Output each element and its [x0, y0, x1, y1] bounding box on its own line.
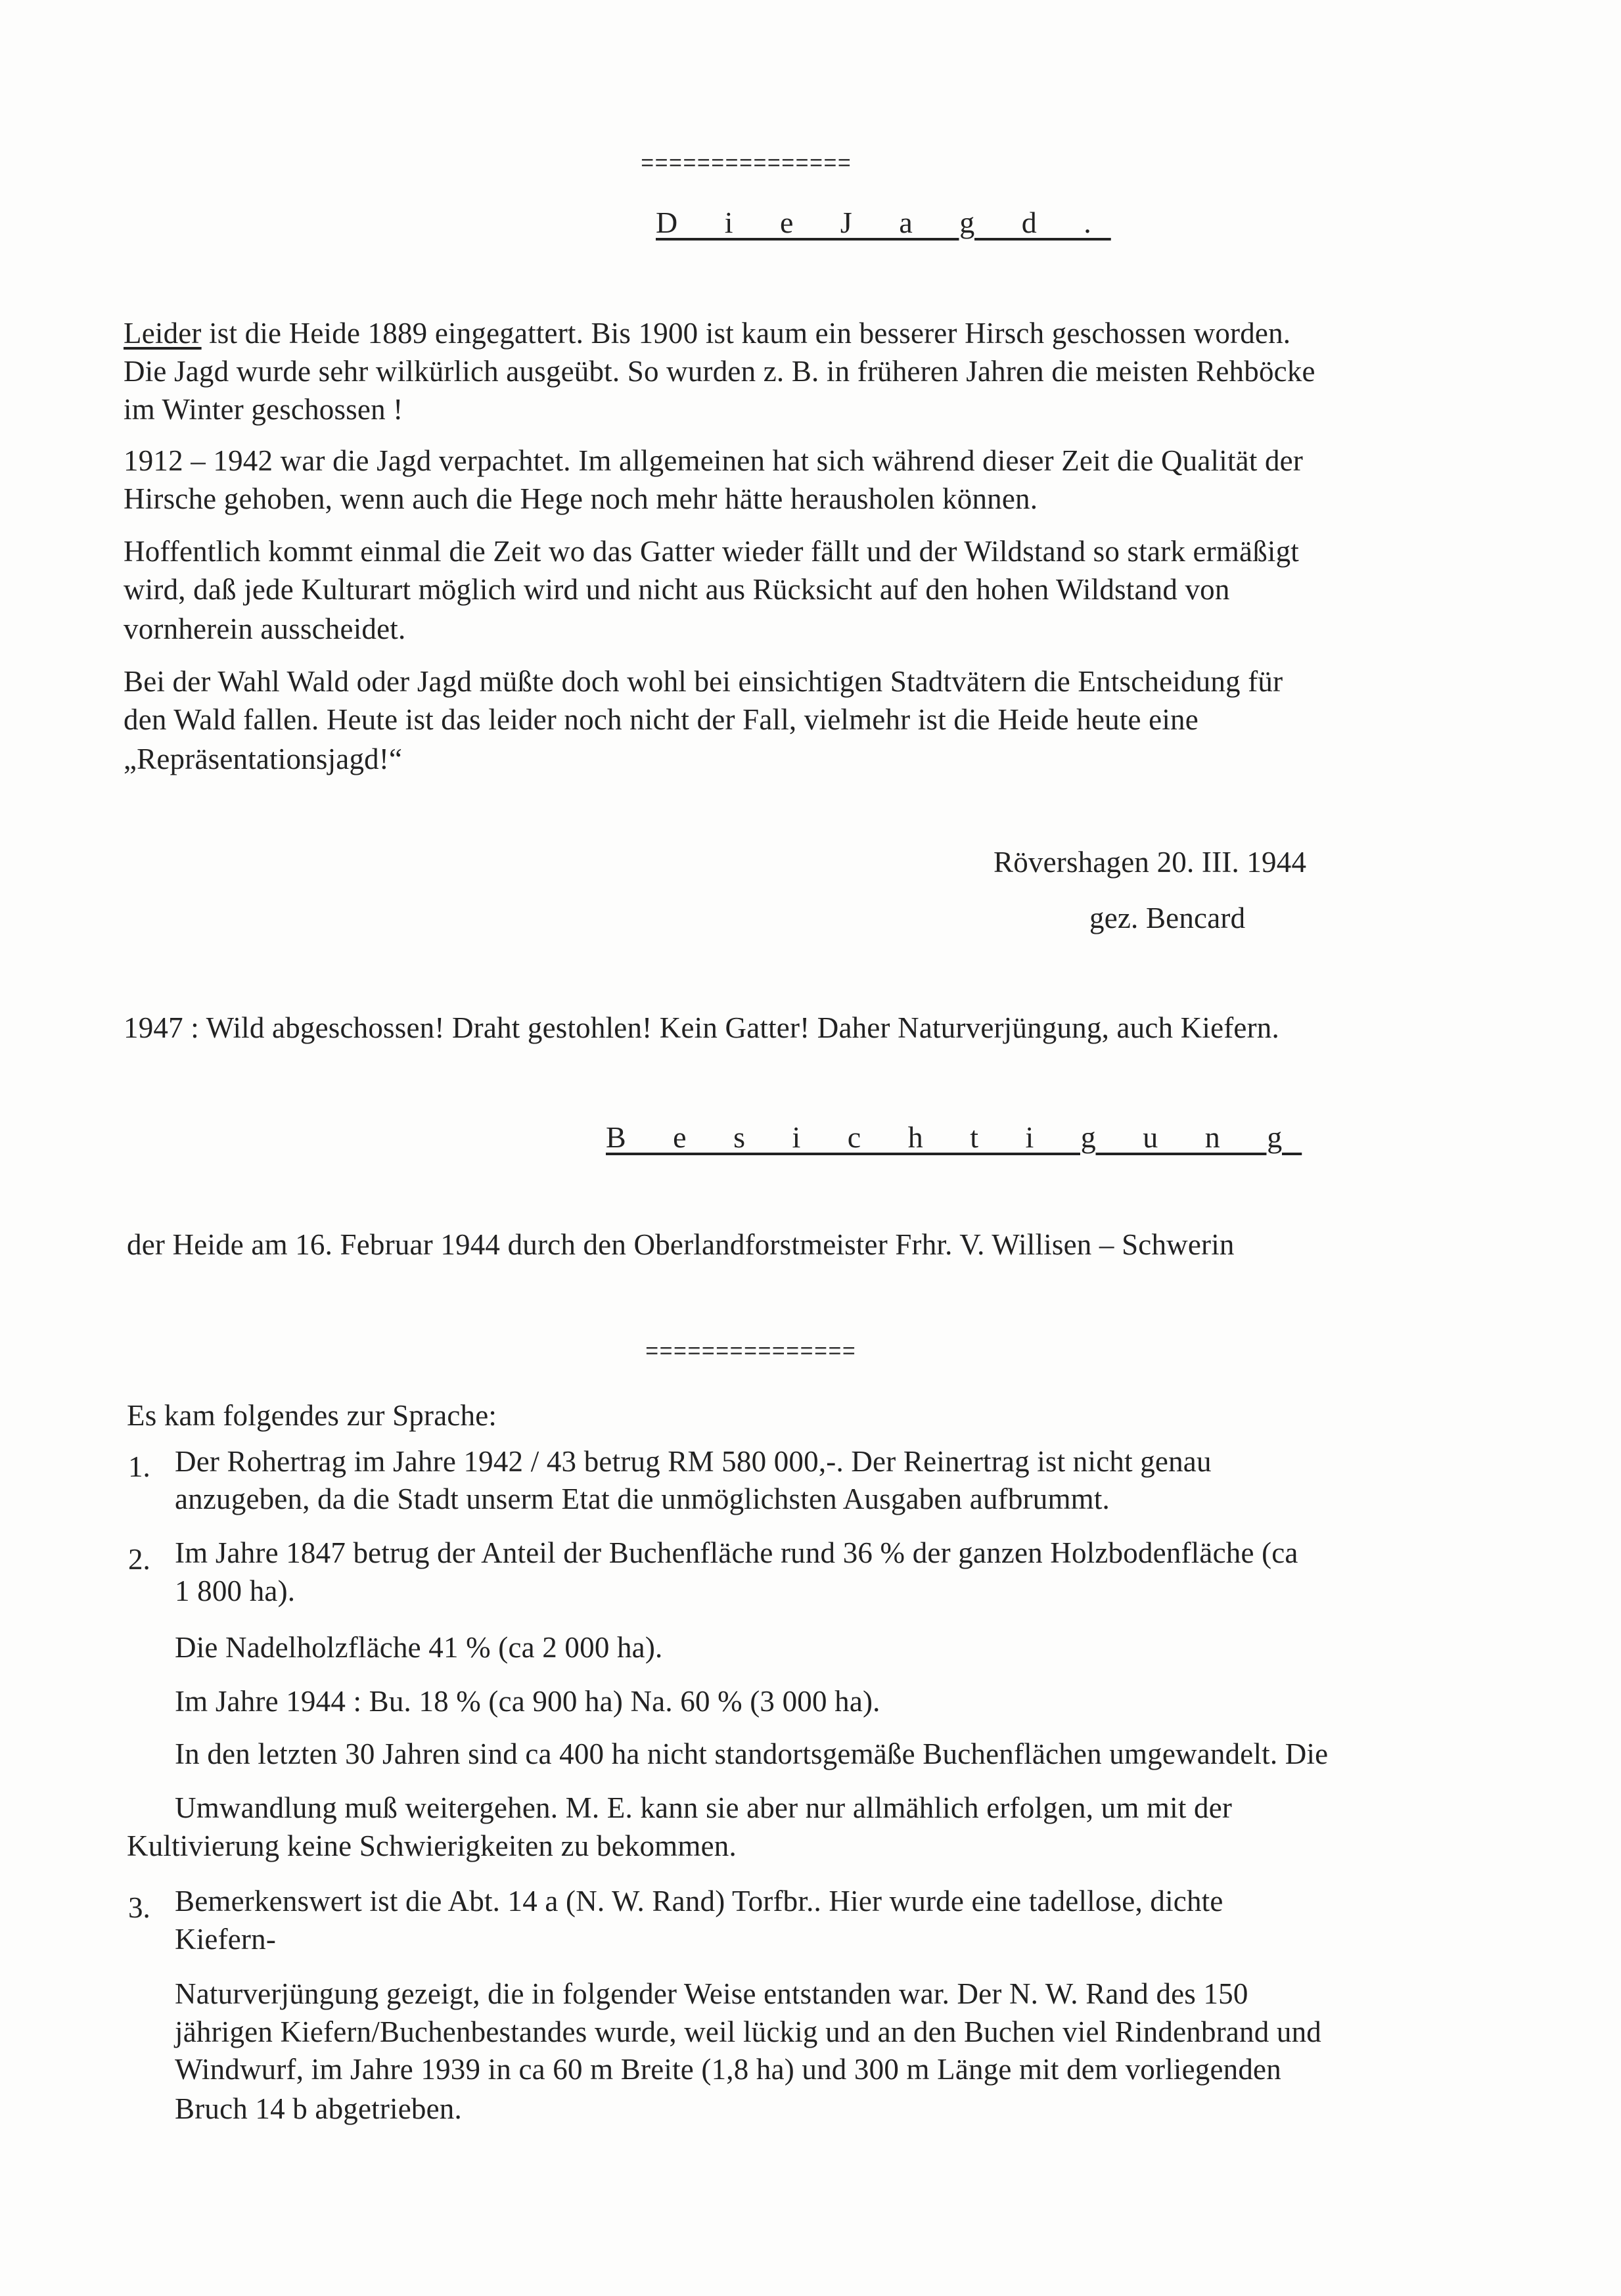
heading-besichtigung: B e s i c h t i g u n g: [606, 1120, 1302, 1154]
list-intro: Es kam folgendes zur Sprache:: [127, 1399, 497, 1432]
paragraph-4-line-1: Bei der Wahl Wald oder Jagd müßte doch wohl bei einsichtigen Stadtvätern die Entscheidung für: [124, 665, 1283, 698]
paragraph-3-line-2: wird, daß jede Kulturart möglich wird und nicht aus Rücksicht auf den hohen Wildstand von: [124, 573, 1230, 606]
list-item-2-line-4: Im Jahre 1944 : Bu. 18 % (ca 900 ha) Na. 60 % (3 000 ha).: [175, 1685, 880, 1718]
paragraph-4-line-2: den Wald fallen. Heute ist das leider noch nicht der Fall, vielmehr ist die Heide heute eine: [124, 703, 1199, 736]
list-item-2-line-7: Kultivierung keine Schwierigkeiten zu bekommen.: [127, 1829, 737, 1862]
list-item-1-line-2: anzugeben, da die Stadt unserm Etat die unmöglichsten Ausgaben aufbrummt.: [175, 1482, 1110, 1515]
paragraph-1-line-2: Die Jagd wurde sehr wilkürlich ausgeübt. So wurden z. B. in früheren Jahren die meisten Rehböcke: [124, 355, 1315, 388]
paragraph-4-line-3: „Repräsentationsjagd!“: [124, 743, 403, 775]
list-item-3-line-6: Bruch 14 b abgetrieben.: [175, 2092, 462, 2125]
paragraph-1-line-1: [124, 314, 1290, 352]
paragraph-2-line-1: 1912 – 1942 war die Jagd verpachtet. Im allgemeinen hat sich während dieser Zeit die Qualität der: [124, 444, 1304, 477]
paragraph-1-line-1-text: ist die Heide 1889 eingegattert. Bis 1900 ist kaum ein besserer Hirsch geschossen worden.: [201, 317, 1291, 350]
list-item-3-number: 3.: [128, 1891, 150, 1924]
list-item-2-line-1: Im Jahre 1847 betrug der Anteil der Buchenfläche rund 36 % der ganzen Holzbodenfläche (ca: [175, 1536, 1298, 1569]
underlined-word-leider: Leider: [124, 317, 202, 350]
heading-die-jagd: D i e J a g d .: [656, 206, 1111, 239]
paragraph-3-line-1: Hoffentlich kommt einmal die Zeit wo das Gatter wieder fällt und der Wildstand so stark ermäßigt: [124, 535, 1300, 568]
paragraph-1-line-3: im Winter geschossen !: [124, 393, 403, 426]
paragraph-3-line-3: vornherein ausscheidet.: [124, 612, 406, 645]
list-item-3-line-3: Naturverjüngung gezeigt, die in folgender Weise entstanden war. Der N. W. Rand des 150: [175, 1977, 1248, 2010]
besichtigung-subtitle: der Heide am 16. Februar 1944 durch den Oberlandforstmeister Frhr. V. Willisen – Schwerin: [127, 1228, 1235, 1261]
list-item-1-line-1: Der Rohertrag im Jahre 1942 / 43 betrug RM 580 000,-. Der Reinertrag ist nicht genau: [175, 1445, 1212, 1478]
signature-place-date: Rövershagen 20. III. 1944: [993, 846, 1307, 879]
separator-rule-middle: ===============: [645, 1341, 857, 1366]
list-item-3-line-4: jährigen Kiefern/Buchenbestandes wurde, weil lückig und an den Buchen viel Rindenbrand und: [175, 2015, 1322, 2048]
list-item-2-line-2: 1 800 ha).: [175, 1574, 296, 1607]
list-item-1-number: 1.: [128, 1450, 150, 1483]
list-item-2-number: 2.: [128, 1543, 150, 1576]
list-item-2-line-5: In den letzten 30 Jahren sind ca 400 ha nicht standortsgemäße Buchenflächen umgewandelt. Die: [175, 1737, 1329, 1770]
list-item-2-line-6: Umwandlung muß weitergehen. M. E. kann sie aber nur allmählich erfolgen, um mit der: [175, 1791, 1233, 1824]
note-1947: 1947 : Wild abgeschossen! Draht gestohlen! Kein Gatter! Daher Naturverjüngung, auch Kiefern.: [124, 1011, 1279, 1044]
separator-rule-top: ===============: [641, 152, 852, 177]
signature-name: gez. Bencard: [1089, 902, 1246, 934]
list-item-2-line-3: Die Nadelholzfläche 41 % (ca 2 000 ha).: [175, 1631, 663, 1664]
list-item-3-line-1: Bemerkenswert ist die Abt. 14 a (N. W. Rand) Torfbr.. Hier wurde eine tadellose, dichte: [175, 1885, 1223, 1917]
list-item-3-line-2: Kiefern-: [175, 1923, 277, 1956]
paragraph-2-line-2: Hirsche gehoben, wenn auch die Hege noch mehr hätte herausholen können.: [124, 482, 1038, 515]
list-item-3-line-5: Windwurf, im Jahre 1939 in ca 60 m Breite (1,8 ha) und 300 m Länge mit dem vorliegenden: [175, 2053, 1281, 2086]
